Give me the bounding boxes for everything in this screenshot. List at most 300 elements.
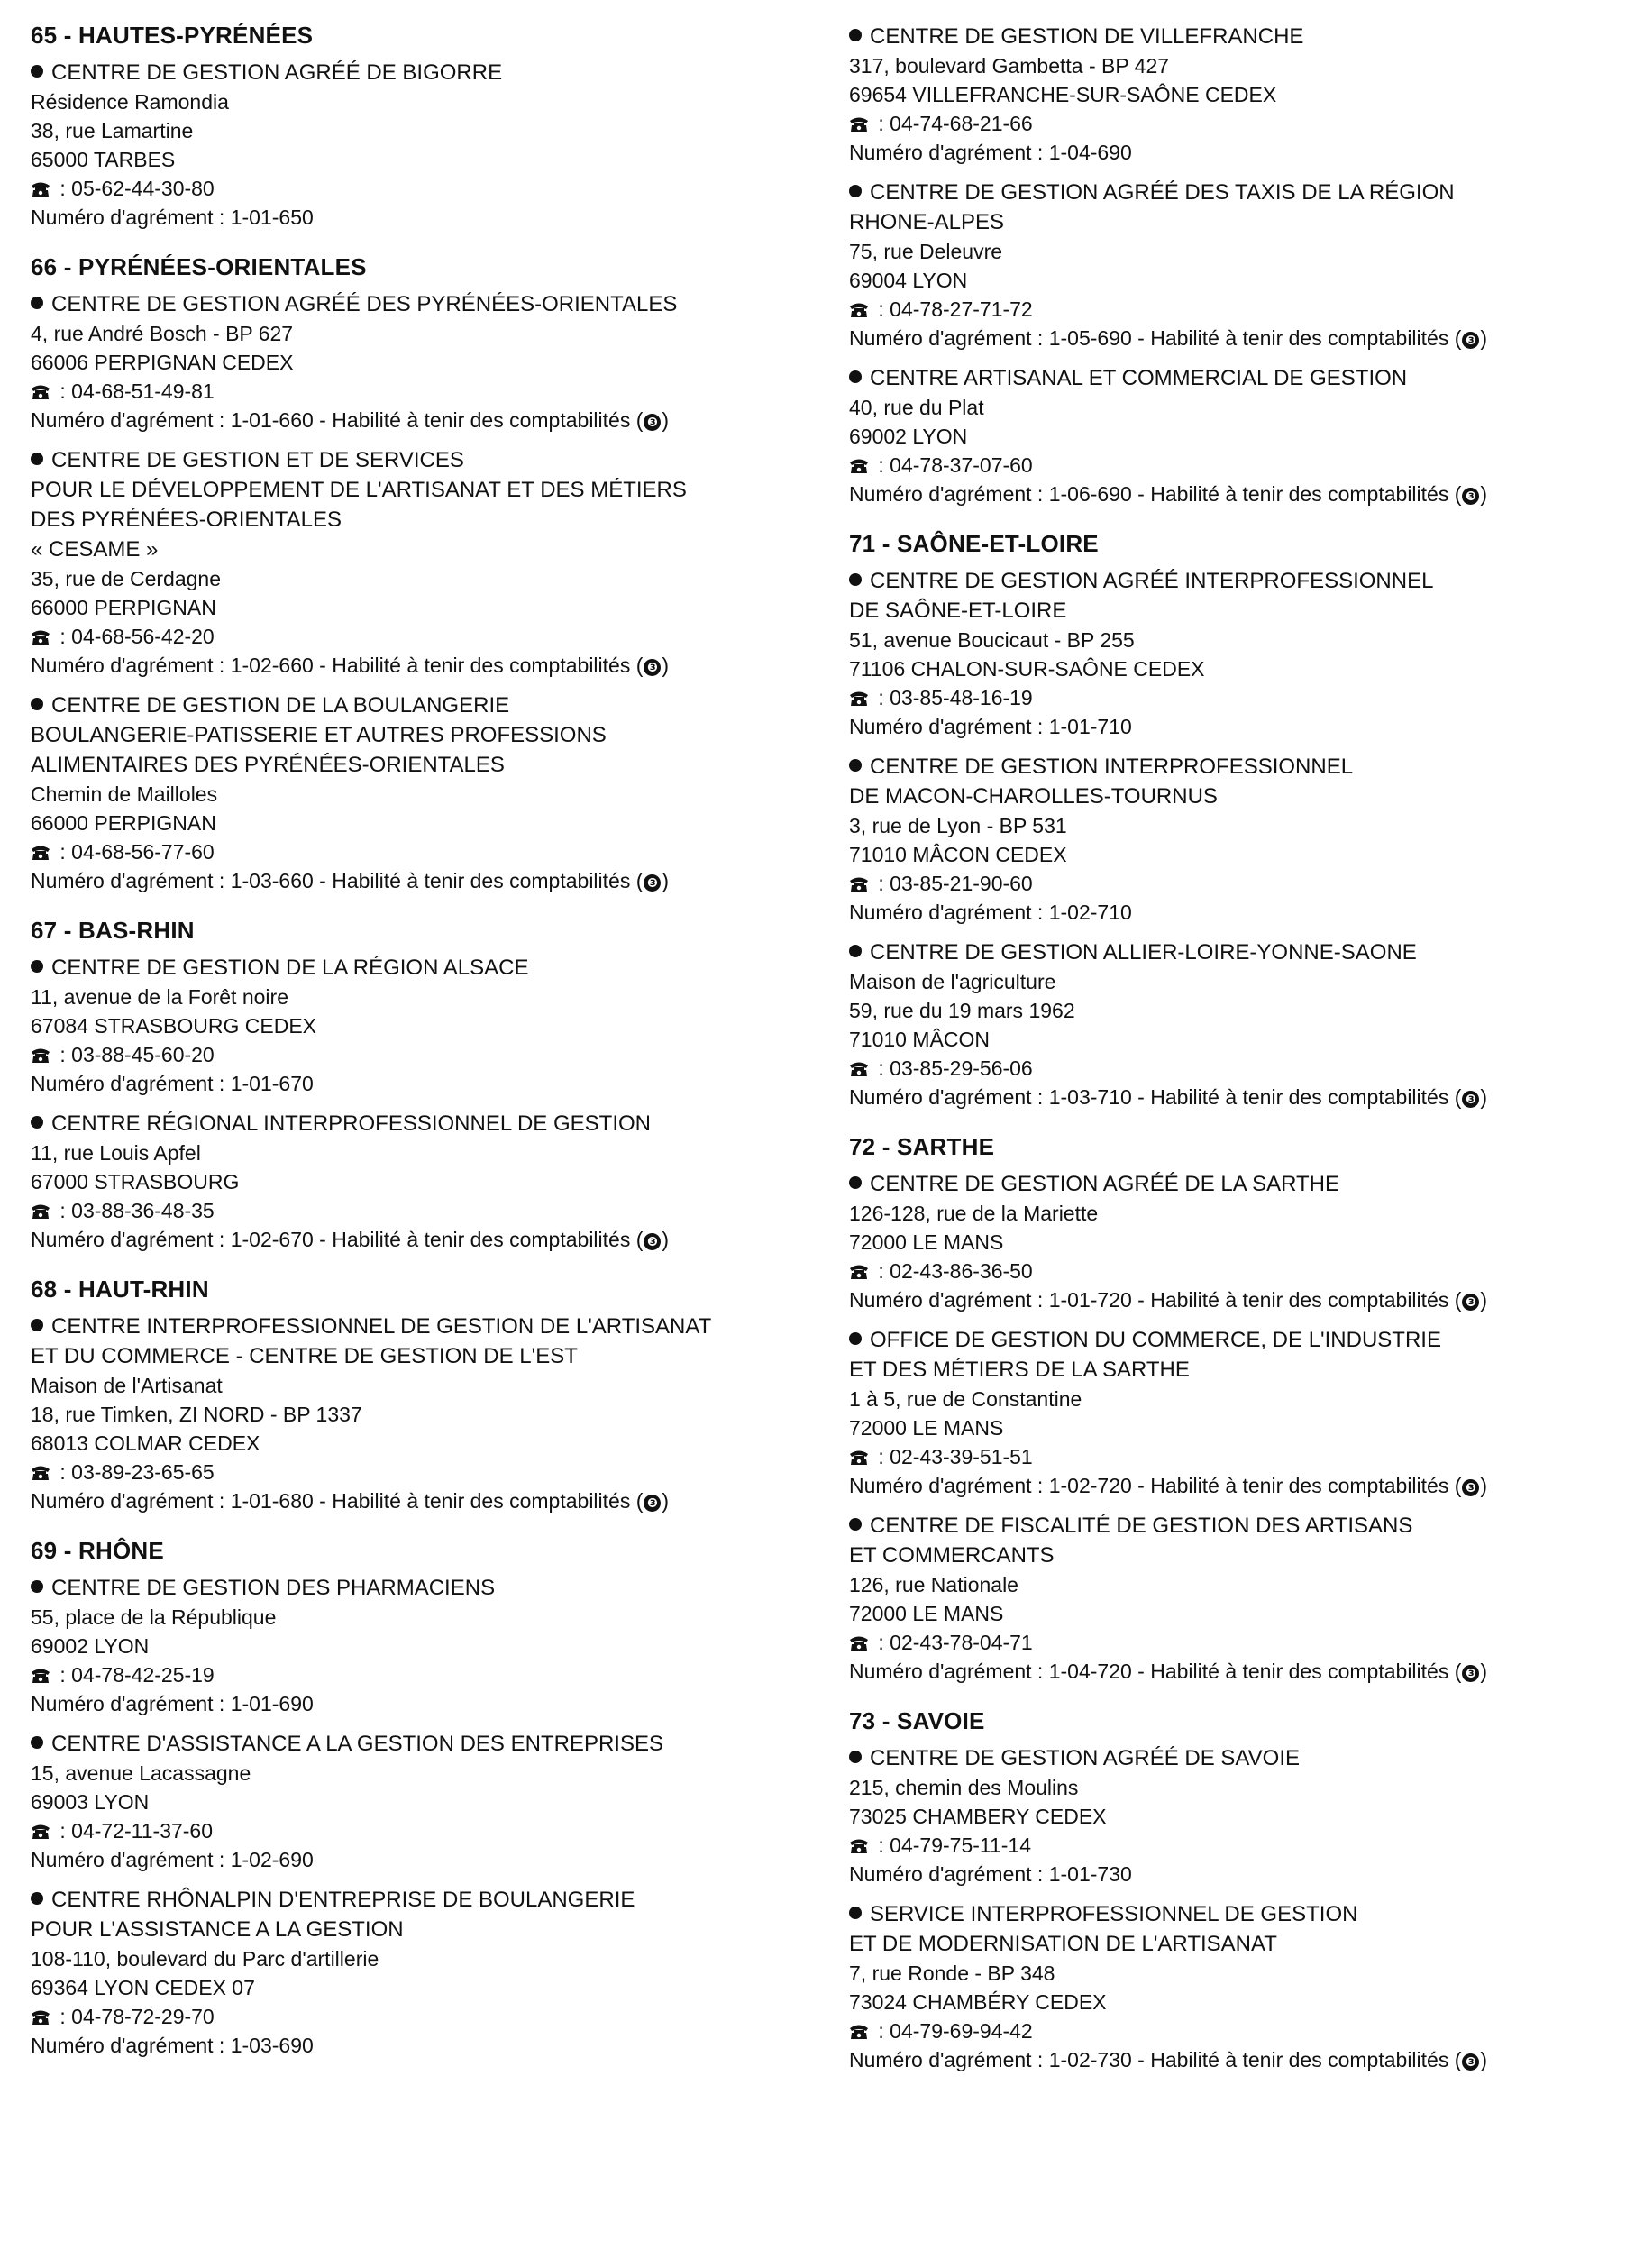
agrement-line <box>849 324 1642 352</box>
center-name-line <box>31 1109 824 1139</box>
address-line: 69003 LYON <box>31 1790 150 1814</box>
circled-digit-icon: ❸ <box>644 1495 661 1512</box>
bullet-icon <box>849 1907 862 1919</box>
department-section <box>31 1535 824 2060</box>
left-column <box>31 20 824 2080</box>
address-line: 71106 CHALON-SUR-SAÔNE CEDEX <box>849 657 1205 681</box>
circled-digit-icon: ❸ <box>644 659 661 676</box>
phone-icon <box>31 1203 50 1220</box>
phone-prefix: : <box>872 1056 890 1080</box>
center-name: ALIMENTAIRES DES PYRÉNÉES-ORIENTALES <box>31 753 505 777</box>
center-name-line <box>849 1169 1642 1199</box>
bullet-icon <box>31 65 43 78</box>
center-name-line <box>31 505 824 535</box>
phone-line <box>31 837 824 866</box>
phone-line <box>31 2002 824 2031</box>
phone-line <box>31 1660 824 1689</box>
center-name-line <box>31 1885 824 1915</box>
agrement-number: Numéro d'agrément : 1-02-730 <box>849 2048 1132 2071</box>
center-name-line <box>31 953 824 983</box>
agrement-line <box>849 1657 1642 1686</box>
center-name-line <box>31 1915 824 1944</box>
phone-icon <box>31 2009 50 2026</box>
department-section <box>31 1274 824 1515</box>
phone-icon <box>849 458 869 474</box>
center-name-line <box>31 445 824 475</box>
center-name-line <box>849 937 1642 967</box>
agrement-number: Numéro d'agrément : 1-01-670 <box>31 1072 314 1095</box>
phone-icon <box>31 1465 50 1481</box>
center-entry <box>31 58 824 232</box>
agrement-number: Numéro d'agrément : 1-01-680 <box>31 1489 314 1513</box>
right-column <box>849 22 1642 2094</box>
agrement-number: Numéro d'agrément : 1-02-660 <box>31 654 314 677</box>
phone-number: 04-68-51-49-81 <box>71 380 215 403</box>
center-entry <box>849 566 1642 741</box>
center-entry <box>849 1899 1642 2074</box>
center-name: DES PYRÉNÉES-ORIENTALES <box>31 508 342 532</box>
center-name: CENTRE DE GESTION ET DE SERVICES <box>51 448 464 472</box>
department-title: 66 - PYRÉNÉES-ORIENTALES <box>31 253 367 280</box>
agrement-number: Numéro d'agrément : 1-01-710 <box>849 715 1132 738</box>
agrement-number: Numéro d'agrément : 1-02-720 <box>849 1474 1132 1497</box>
phone-number: 02-43-86-36-50 <box>890 1259 1033 1283</box>
department-title: 73 - SAVOIE <box>849 1707 985 1734</box>
center-name-line <box>31 1729 824 1759</box>
phone-prefix: : <box>54 177 72 200</box>
agrement-number: Numéro d'agrément : 1-01-660 <box>31 408 314 432</box>
address-line: 69654 VILLEFRANCHE-SUR-SAÔNE CEDEX <box>849 83 1277 106</box>
agrement-number: Numéro d'agrément : 1-04-690 <box>849 141 1132 164</box>
center-name: OFFICE DE GESTION DU COMMERCE, DE L'INDUSTRIE <box>870 1328 1441 1352</box>
address-line: 15, avenue Lacassagne <box>31 1761 251 1785</box>
center-name: CENTRE DE GESTION AGRÉÉ INTERPROFESSIONNEL <box>870 569 1434 593</box>
phone-number: 05-62-44-30-80 <box>71 177 215 200</box>
agrement-line <box>31 203 824 232</box>
center-entry <box>849 937 1642 1111</box>
address-line: 72000 LE MANS <box>849 1230 1004 1254</box>
phone-icon <box>849 2024 869 2040</box>
agrement-line <box>849 1860 1642 1888</box>
phone-icon <box>31 629 50 645</box>
address-line: 71010 MÂCON <box>849 1028 990 1051</box>
center-name-line <box>849 207 1642 237</box>
phone-number: 02-43-39-51-51 <box>890 1445 1033 1468</box>
center-name: CENTRE DE FISCALITÉ DE GESTION DES ARTISANS <box>870 1514 1413 1538</box>
phone-number: 04-78-72-29-70 <box>71 2005 215 2028</box>
center-name: CENTRE DE GESTION AGRÉÉ DE SAVOIE <box>870 1746 1300 1770</box>
address-line: 4, rue André Bosch - BP 627 <box>31 322 294 345</box>
bullet-icon <box>31 698 43 710</box>
center-name-line <box>849 752 1642 782</box>
department-section <box>849 1706 1642 2074</box>
address-line: 72000 LE MANS <box>849 1416 1004 1440</box>
phone-prefix: : <box>54 1819 72 1843</box>
center-entry <box>31 1885 824 2060</box>
center-name: POUR L'ASSISTANCE A LA GESTION <box>31 1917 404 1942</box>
agrement-line <box>849 1285 1642 1314</box>
bullet-icon <box>849 759 862 772</box>
habilite-text: - Habilité à tenir des comptabilités ( <box>313 654 644 677</box>
department-section <box>849 1131 1642 1686</box>
address-line: 69004 LYON <box>849 269 968 292</box>
center-name: SERVICE INTERPROFESSIONNEL DE GESTION <box>870 1902 1358 1926</box>
center-name: CENTRE RHÔNALPIN D'ENTREPRISE DE BOULANGERIE <box>51 1888 635 1912</box>
phone-number: 04-78-42-25-19 <box>71 1663 215 1687</box>
phone-line <box>849 1054 1642 1083</box>
center-name: ET COMMERCANTS <box>849 1543 1055 1568</box>
phone-line <box>31 174 824 203</box>
phone-line <box>849 295 1642 324</box>
center-name: RHONE-ALPES <box>849 210 1005 234</box>
address-line: 126, rue Nationale <box>849 1573 1018 1596</box>
agrement-number: Numéro d'agrément : 1-01-690 <box>31 1692 314 1715</box>
phone-prefix: : <box>872 1445 890 1468</box>
center-entry <box>31 1312 824 1515</box>
center-name-line <box>31 1312 824 1341</box>
address-line: Maison de l'Artisanat <box>31 1374 223 1397</box>
phone-icon <box>31 1824 50 1840</box>
agrement-line <box>31 866 824 895</box>
habilite-text: - Habilité à tenir des comptabilités ( <box>313 1228 644 1251</box>
phone-prefix: : <box>54 1199 72 1222</box>
phone-prefix: : <box>872 2019 890 2043</box>
department-title: 68 - HAUT-RHIN <box>31 1276 209 1303</box>
department-title: 72 - SARTHE <box>849 1133 995 1160</box>
habilite-text: - Habilité à tenir des comptabilités ( <box>1131 482 1462 506</box>
address-line: 69364 LYON CEDEX 07 <box>31 1976 255 1999</box>
phone-line <box>849 1628 1642 1657</box>
agrement-number: Numéro d'agrément : 1-03-690 <box>31 2034 314 2057</box>
address-line: 55, place de la République <box>31 1605 277 1629</box>
agrement-number: Numéro d'agrément : 1-02-710 <box>849 901 1132 924</box>
agrement-number: Numéro d'agrément : 1-01-730 <box>849 1862 1132 1886</box>
center-entry <box>849 1511 1642 1686</box>
phone-prefix: : <box>872 686 890 709</box>
phone-line <box>31 1458 824 1486</box>
agrement-line <box>31 651 824 680</box>
center-name: BOULANGERIE-PATISSERIE ET AUTRES PROFESSIONS <box>31 723 607 747</box>
phone-prefix: : <box>872 872 890 895</box>
circled-digit-icon: ❸ <box>1462 1479 1479 1496</box>
habilite-close: ) <box>1480 482 1488 506</box>
address-line: 1 à 5, rue de Constantine <box>849 1387 1082 1411</box>
address-line: 66000 PERPIGNAN <box>31 811 216 835</box>
habilite-close: ) <box>1480 1288 1488 1312</box>
center-name: CENTRE DE GESTION ALLIER-LOIRE-YONNE-SAONE <box>870 940 1417 965</box>
center-name: « CESAME » <box>31 537 159 562</box>
center-name-line <box>31 1573 824 1603</box>
habilite-text: - Habilité à tenir des comptabilités ( <box>1131 2048 1462 2071</box>
address-line: 67000 STRASBOURG <box>31 1170 240 1193</box>
bullet-icon <box>849 1518 862 1531</box>
center-entry <box>849 178 1642 352</box>
address-line: 69002 LYON <box>849 425 968 448</box>
agrement-number: Numéro d'agrément : 1-05-690 <box>849 326 1132 350</box>
phone-number: 03-88-45-60-20 <box>71 1043 215 1066</box>
center-entry <box>31 1109 824 1254</box>
phone-number: 03-85-48-16-19 <box>890 686 1033 709</box>
center-name: CENTRE DE GESTION DES PHARMACIENS <box>51 1576 496 1600</box>
address-line: 71010 MÂCON CEDEX <box>849 843 1067 866</box>
habilite-close: ) <box>662 1489 670 1513</box>
agrement-number: Numéro d'agrément : 1-03-710 <box>849 1085 1132 1109</box>
department-title: 67 - BAS-RHIN <box>31 917 195 944</box>
center-name: POUR LE DÉVELOPPEMENT DE L'ARTISANAT ET DES MÉTIERS <box>31 478 687 502</box>
phone-prefix: : <box>872 1259 890 1283</box>
center-name-line <box>849 1929 1642 1959</box>
address-line: Résidence Ramondia <box>31 90 229 114</box>
address-line: 59, rue du 19 mars 1962 <box>849 999 1075 1022</box>
address-line: 65000 TARBES <box>31 148 176 171</box>
center-entry <box>849 1169 1642 1314</box>
circled-digit-icon: ❸ <box>1462 1665 1479 1682</box>
bullet-icon <box>31 1116 43 1129</box>
phone-icon <box>849 1061 869 1077</box>
phone-icon <box>31 1668 50 1684</box>
phone-line <box>31 377 824 406</box>
phone-prefix: : <box>54 1663 72 1687</box>
address-line: 66006 PERPIGNAN CEDEX <box>31 351 294 374</box>
agrement-line <box>849 480 1642 508</box>
center-entry <box>31 1573 824 1718</box>
phone-line <box>31 1196 824 1225</box>
center-name-line <box>849 596 1642 626</box>
center-name-line <box>31 750 824 780</box>
habilite-close: ) <box>1480 326 1488 350</box>
center-name-line <box>31 289 824 319</box>
center-name: ET DU COMMERCE - CENTRE DE GESTION DE L'EST <box>31 1344 578 1368</box>
address-line: Chemin de Mailloles <box>31 782 218 806</box>
address-line: 72000 LE MANS <box>849 1602 1004 1625</box>
agrement-number: Numéro d'agrément : 1-03-660 <box>31 869 314 892</box>
phone-prefix: : <box>872 297 890 321</box>
bullet-icon <box>31 1736 43 1749</box>
agrement-number: Numéro d'agrément : 1-01-720 <box>849 1288 1132 1312</box>
bullet-icon <box>849 29 862 41</box>
department-section <box>31 20 824 232</box>
address-line: 40, rue du Plat <box>849 396 984 419</box>
address-line: 68013 COLMAR CEDEX <box>31 1431 260 1455</box>
center-name: CENTRE DE GESTION DE VILLEFRANCHE <box>870 24 1304 49</box>
bullet-icon <box>849 573 862 586</box>
center-name-line <box>849 782 1642 811</box>
center-name-line <box>849 178 1642 207</box>
center-entry <box>849 1743 1642 1888</box>
center-entry <box>849 22 1642 167</box>
agrement-line <box>849 138 1642 167</box>
phone-icon <box>849 1635 869 1651</box>
center-name: CENTRE RÉGIONAL INTERPROFESSIONNEL DE GESTION <box>51 1111 651 1136</box>
address-line: 35, rue de Cerdagne <box>31 567 221 590</box>
address-line: 3, rue de Lyon - BP 531 <box>849 814 1067 837</box>
bullet-icon <box>849 370 862 383</box>
habilite-close: ) <box>1480 1660 1488 1683</box>
address-line: Maison de l'agriculture <box>849 970 1056 993</box>
address-line: 73024 CHAMBÉRY CEDEX <box>849 1990 1107 2014</box>
circled-digit-icon: ❸ <box>644 1233 661 1250</box>
phone-number: 04-78-27-71-72 <box>890 297 1033 321</box>
center-name-line <box>31 1341 824 1371</box>
address-line: 7, rue Ronde - BP 348 <box>849 1962 1055 1985</box>
center-name: CENTRE ARTISANAL ET COMMERCIAL DE GESTION <box>870 366 1408 390</box>
phone-prefix: : <box>872 453 890 477</box>
bullet-icon <box>31 1580 43 1593</box>
center-entry <box>849 363 1642 508</box>
center-entry <box>849 752 1642 927</box>
phone-prefix: : <box>872 1834 890 1857</box>
agrement-line <box>31 1225 824 1254</box>
phone-line <box>849 869 1642 898</box>
habilite-close: ) <box>662 1228 670 1251</box>
department-title: 65 - HAUTES-PYRÉNÉES <box>31 22 314 49</box>
agrement-number: Numéro d'agrément : 1-04-720 <box>849 1660 1132 1683</box>
agrement-line <box>849 712 1642 741</box>
address-line: 66000 PERPIGNAN <box>31 596 216 619</box>
agrement-number: Numéro d'agrément : 1-02-690 <box>31 1848 314 1871</box>
circled-digit-icon: ❸ <box>1462 332 1479 349</box>
center-name: CENTRE DE GESTION INTERPROFESSIONNEL <box>870 754 1354 779</box>
department-section <box>31 915 824 1254</box>
center-name: CENTRE DE GESTION AGRÉÉ DE BIGORRE <box>51 60 503 85</box>
center-entry <box>31 289 824 434</box>
address-line: 75, rue Deleuvre <box>849 240 1003 263</box>
phone-icon <box>849 1838 869 1854</box>
phone-number: 04-74-68-21-66 <box>890 112 1033 135</box>
agrement-number: Numéro d'agrément : 1-02-670 <box>31 1228 314 1251</box>
address-line: 11, avenue de la Forêt noire <box>31 985 288 1009</box>
department-title: 69 - RHÔNE <box>31 1537 164 1564</box>
bullet-icon <box>31 1319 43 1331</box>
center-name: DE SAÔNE-ET-LOIRE <box>849 599 1067 623</box>
habilite-text: - Habilité à tenir des comptabilités ( <box>313 1489 644 1513</box>
agrement-line <box>31 1069 824 1098</box>
habilite-close: ) <box>1480 2048 1488 2071</box>
phone-prefix: : <box>54 1460 72 1484</box>
center-name-line <box>31 58 824 87</box>
phone-prefix: : <box>54 840 72 864</box>
agrement-line <box>31 1845 824 1874</box>
center-name: ET DES MÉTIERS DE LA SARTHE <box>849 1358 1190 1382</box>
phone-icon <box>849 1450 869 1466</box>
address-line: 38, rue Lamartine <box>31 119 194 142</box>
phone-prefix: : <box>872 1631 890 1654</box>
bullet-icon <box>849 185 862 197</box>
habilite-text: - Habilité à tenir des comptabilités ( <box>313 869 644 892</box>
phone-number: 04-68-56-77-60 <box>71 840 215 864</box>
center-name-line <box>849 1355 1642 1385</box>
center-name-line <box>849 1325 1642 1355</box>
center-name: CENTRE DE GESTION AGRÉÉ DES PYRÉNÉES-ORIENTALES <box>51 292 678 316</box>
bullet-icon <box>849 1176 862 1189</box>
habilite-text: - Habilité à tenir des comptabilités ( <box>1131 1474 1462 1497</box>
center-name-line <box>31 535 824 564</box>
habilite-text: - Habilité à tenir des comptabilités ( <box>1131 1660 1462 1683</box>
phone-icon <box>849 116 869 133</box>
center-name: ET DE MODERNISATION DE L'ARTISANAT <box>849 1932 1277 1956</box>
agrement-line <box>31 2031 824 2060</box>
phone-number: 03-85-29-56-06 <box>890 1056 1033 1080</box>
center-name-line <box>849 566 1642 596</box>
phone-line <box>849 451 1642 480</box>
department-section <box>849 528 1642 1111</box>
phone-number: 04-72-11-37-60 <box>71 1819 214 1843</box>
agrement-line <box>849 1471 1642 1500</box>
phone-number: 03-89-23-65-65 <box>71 1460 215 1484</box>
center-name: CENTRE DE GESTION DE LA BOULANGERIE <box>51 693 510 718</box>
agrement-line <box>849 1083 1642 1111</box>
department-section <box>31 251 824 895</box>
phone-line <box>849 683 1642 712</box>
phone-icon <box>31 845 50 861</box>
habilite-close: ) <box>662 654 670 677</box>
bullet-icon <box>849 1751 862 1763</box>
center-entry <box>31 1729 824 1874</box>
habilite-text: - Habilité à tenir des comptabilités ( <box>1131 326 1462 350</box>
phone-line <box>849 1831 1642 1860</box>
center-name: CENTRE DE GESTION AGRÉÉ DE LA SARTHE <box>870 1172 1340 1196</box>
address-line: 51, avenue Boucicaut - BP 255 <box>849 628 1135 652</box>
address-line: 67084 STRASBOURG CEDEX <box>31 1014 317 1038</box>
center-name-line <box>31 690 824 720</box>
phone-icon <box>849 690 869 707</box>
phone-number: 04-79-69-94-42 <box>890 2019 1033 2043</box>
phone-icon <box>849 302 869 318</box>
phone-prefix: : <box>54 2005 72 2028</box>
phone-number: 02-43-78-04-71 <box>890 1631 1033 1654</box>
agrement-line <box>31 1689 824 1718</box>
habilite-text: - Habilité à tenir des comptabilités ( <box>1131 1288 1462 1312</box>
bullet-icon <box>849 945 862 957</box>
phone-icon <box>31 181 50 197</box>
center-name-line <box>849 1511 1642 1541</box>
habilite-close: ) <box>662 869 670 892</box>
center-name-line <box>849 1743 1642 1773</box>
center-name: CENTRE D'ASSISTANCE A LA GESTION DES ENTREPRISES <box>51 1732 663 1756</box>
center-entry <box>31 445 824 680</box>
agrement-number: Numéro d'agrément : 1-01-650 <box>31 206 314 229</box>
center-name-line <box>849 1899 1642 1929</box>
address-line: 215, chemin des Moulins <box>849 1776 1079 1799</box>
address-line: 18, rue Timken, ZI NORD - BP 1337 <box>31 1403 362 1426</box>
circled-digit-icon: ❸ <box>1462 2053 1479 2071</box>
bullet-icon <box>31 453 43 465</box>
phone-number: 03-85-21-90-60 <box>890 872 1033 895</box>
phone-number: 04-78-37-07-60 <box>890 453 1033 477</box>
department-title: 71 - SAÔNE-ET-LOIRE <box>849 530 1099 557</box>
agrement-number: Numéro d'agrément : 1-06-690 <box>849 482 1132 506</box>
address-line: 108-110, boulevard du Parc d'artillerie <box>31 1947 379 1971</box>
address-line: 69002 LYON <box>31 1634 150 1658</box>
address-line: 317, boulevard Gambetta - BP 427 <box>849 54 1170 78</box>
phone-line <box>31 1816 824 1845</box>
bullet-icon <box>31 297 43 309</box>
circled-digit-icon: ❸ <box>644 414 661 431</box>
center-name-line <box>849 363 1642 393</box>
phone-prefix: : <box>54 1043 72 1066</box>
center-entry <box>849 1325 1642 1500</box>
habilite-close: ) <box>1480 1474 1488 1497</box>
center-name: CENTRE DE GESTION DE LA RÉGION ALSACE <box>51 956 529 980</box>
department-section <box>849 22 1642 508</box>
address-line: 73025 CHAMBERY CEDEX <box>849 1805 1107 1828</box>
phone-icon <box>849 1264 869 1280</box>
phone-icon <box>849 876 869 892</box>
center-name-line <box>31 475 824 505</box>
agrement-line <box>31 1486 824 1515</box>
habilite-close: ) <box>662 408 670 432</box>
phone-prefix: : <box>872 112 890 135</box>
